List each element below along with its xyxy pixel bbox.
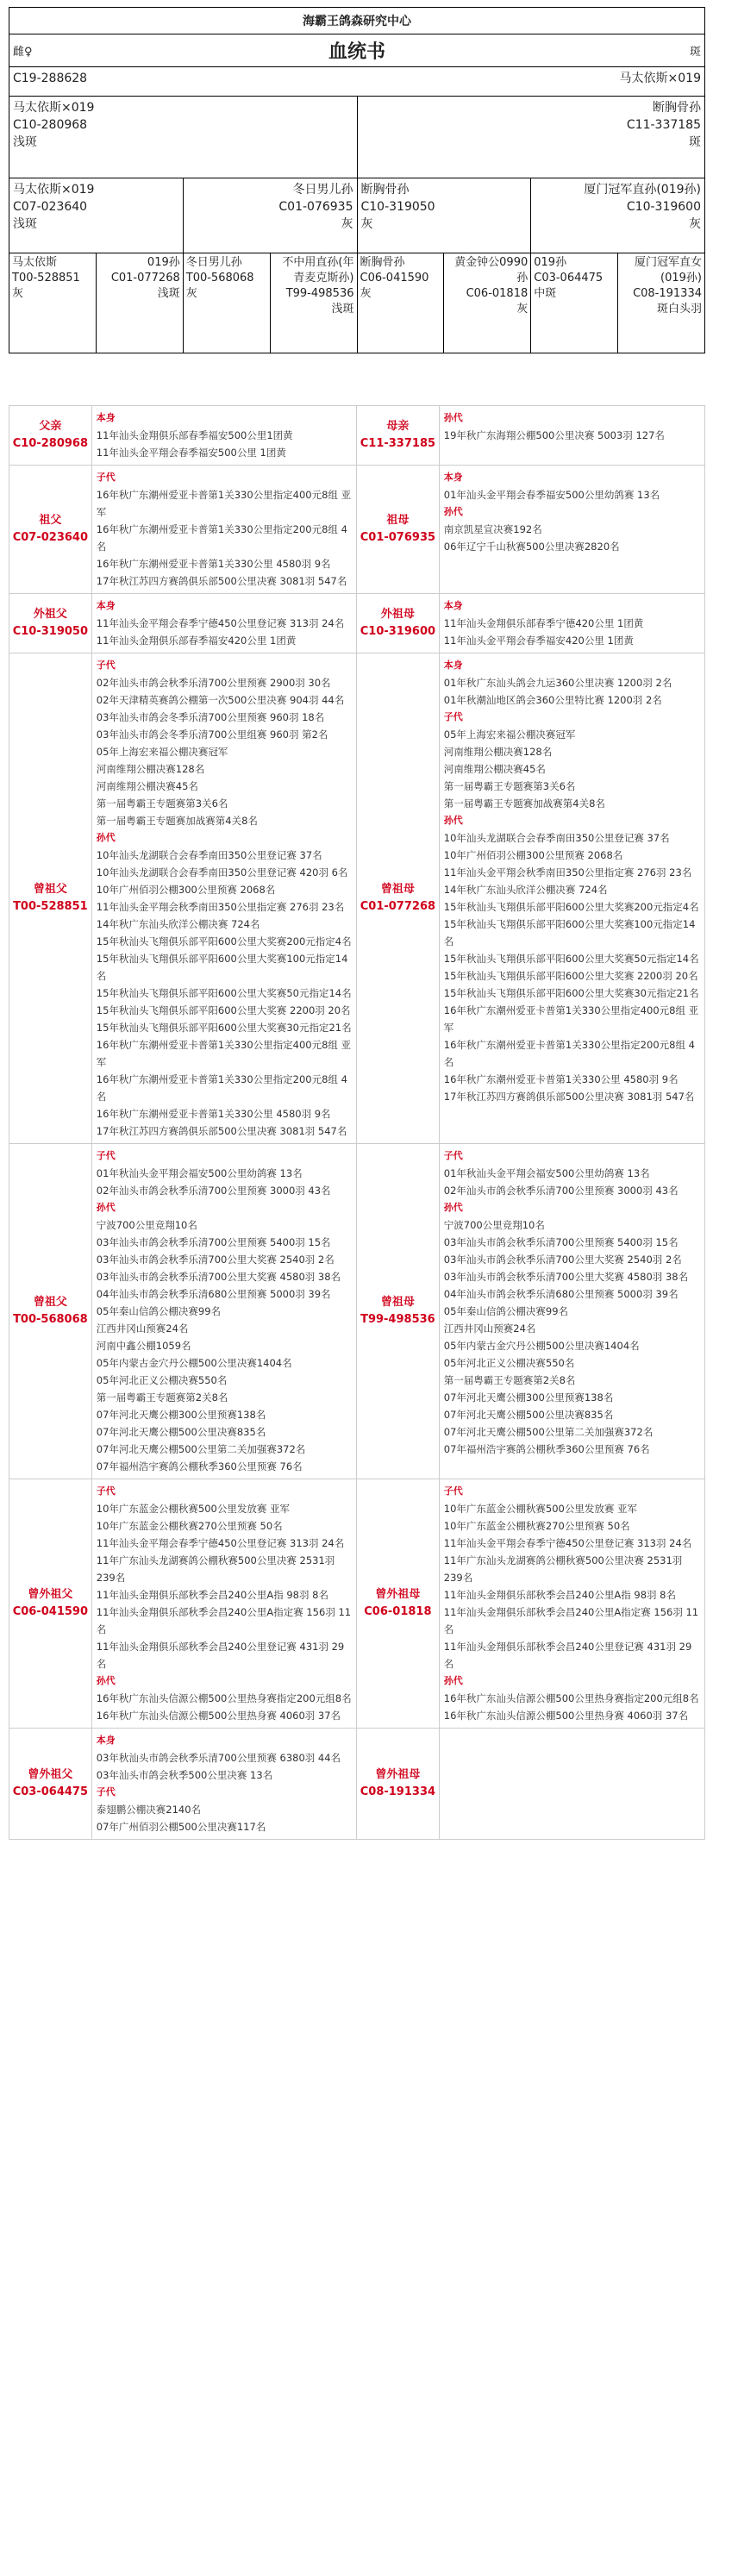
result-entry: 第一届粤霸王专题赛第2关8名 (443, 1374, 576, 1386)
ancestor-ring: C10-319600 (360, 625, 436, 638)
ancestor-results (92, 594, 357, 653)
result-entry: 16年秋广东潮州爱亚卡普第1关330公里 4580羽 9名 (96, 558, 331, 570)
result-entry: 05年河北正义公棚决赛550名 (443, 1357, 575, 1369)
result-entry: 11年广东汕头龙湖赛鸽公棚秋赛500公里决赛 2531羽 239名 (96, 1554, 335, 1584)
result-entry: 01年秋汕头金平翔会福安500公里幼鸽赛 13名 (443, 1167, 650, 1179)
gen3-name: 不中用直孙(年青麦克斯孙) (282, 256, 354, 284)
result-entry: 河南维翔公棚决赛128名 (443, 746, 553, 758)
section-title: 孙代 (96, 832, 116, 843)
result-entry: 10年广州佰羽公棚300公里预赛 2068名 (443, 849, 623, 861)
result-entry: 03年汕头市鸽会秋季乐清700公里预赛 5400羽 15名 (443, 1236, 679, 1248)
result-entry: 10年汕头龙湖联合会春季南田350公里登记赛 37名 (96, 849, 322, 861)
result-entry: 11年广东汕头龙湖赛鸽公棚秋赛500公里决赛 2531羽 239名 (443, 1554, 683, 1584)
section-title: 孙代 (443, 412, 463, 423)
gen2-color: 灰 (360, 217, 373, 231)
result-entry: 11年汕头金翔俱乐部秋季会昌240公里登记赛 431羽 29名 (96, 1641, 345, 1670)
result-entry: 15年秋汕头飞翔俱乐部平阳600公里大奖赛 2200羽 20名 (443, 970, 698, 982)
ancestor-label (9, 466, 92, 593)
ancestor-ring: T00-568068 (13, 1313, 88, 1326)
result-entry: 11年汕头金翔俱乐部秋季会昌240公里登记赛 431羽 29名 (443, 1641, 692, 1670)
result-entry: 05年秦山信鸽公棚决赛99名 (96, 1305, 222, 1317)
gen2-cell (357, 178, 531, 253)
gen1-row (9, 96, 704, 178)
result-entry: 01年秋广东汕头鸽会九运360公里决赛 1200羽 2名 (443, 677, 672, 689)
result-entry: 07年福州浩宇赛鸽公棚秋季360公里预赛 76名 (443, 1443, 650, 1455)
section-title: 本身 (443, 600, 463, 611)
result-entry: 17年秋江苏四方赛鸽俱乐部500公里决赛 3081羽 547名 (443, 1091, 695, 1103)
result-entry: 15年秋汕头飞翔俱乐部平阳600公里大奖赛100元指定14名 (443, 918, 696, 947)
center-name-text: 海霸王鸽森研究中心 (303, 15, 411, 28)
gen3-color: 浅斑 (331, 303, 354, 316)
gen3-name: 马太依斯 (12, 256, 58, 269)
ancestor-role: 祖母 (386, 514, 410, 527)
section-title: 孙代 (443, 815, 463, 826)
gen3-color: 浅斑 (157, 287, 180, 300)
result-entry: 第一届粤霸王专题赛第3关6名 (96, 797, 228, 810)
ancestor-role: 曾外祖父 (28, 1768, 73, 1781)
result-entry: 11年汕头金翔俱乐部春季宁德420公里 1团黄 (443, 617, 644, 629)
ancestor-role: 曾外祖母 (375, 1588, 421, 1601)
section-title: 本身 (96, 600, 116, 611)
result-entry: 17年秋江苏四方赛鸽俱乐部500公里决赛 3081羽 547名 (96, 575, 347, 587)
result-entry: 11年汕头金平翔会春季福安500公里 1团黄 (96, 447, 286, 459)
result-entry: 15年秋汕头飞翔俱乐部平阳600公里大奖赛200元指定4名 (96, 935, 352, 947)
result-entry: 07年河北天鹰公棚500公里决赛835名 (443, 1409, 614, 1421)
section-title: 本身 (96, 1735, 116, 1746)
result-entry: 03年汕头市鸽会秋季乐清700公里大奖赛 4580羽 38名 (443, 1271, 689, 1283)
detail-row (9, 593, 704, 653)
gen3-name: 厦门冠军直女(019孙) (634, 256, 702, 284)
ancestor-label (9, 1729, 92, 1839)
section-title: 子代 (96, 1485, 116, 1497)
ancestor-ring: C06-01818 (364, 1605, 432, 1618)
result-entry: 河南中鑫公棚1059名 (96, 1340, 191, 1352)
section-title: 子代 (443, 1485, 463, 1497)
result-entry: 15年秋汕头飞翔俱乐部平阳600公里大奖赛200元指定4名 (443, 901, 699, 913)
dam-name: 断胸骨孙 (653, 101, 701, 115)
sire-color: 浅斑 (13, 135, 37, 149)
subject-row (9, 66, 704, 96)
section-title: 孙代 (443, 506, 463, 517)
result-entry: 03年汕头市鸽会秋季乐清700公里大奖赛 2540羽 2名 (443, 1254, 682, 1266)
result-entry: 03年秋汕头市鸽会秋季乐清700公里预赛 6380羽 44名 (96, 1752, 341, 1764)
ancestor-role: 外祖母 (380, 608, 415, 621)
result-entry: 河南维翔公棚决赛128名 (96, 763, 205, 775)
ancestor-ring: C11-337185 (360, 437, 436, 450)
gen3-cell (96, 253, 183, 353)
result-entry: 10年广东蓝金公棚秋赛270公里预赛 50名 (96, 1520, 283, 1532)
result-entry: 15年秋汕头飞翔俱乐部平阳600公里大奖赛100元指定14名 (96, 953, 348, 982)
center-name (9, 8, 704, 34)
result-entry: 14年秋广东汕头欣洋公棚决赛 724名 (443, 884, 608, 896)
gen3-cell (270, 253, 357, 353)
result-entry: 16年秋广东潮州爱亚卡普第1关330公里指定400元8组 亚军 (96, 489, 352, 518)
result-entry: 10年广东蓝金公棚秋赛500公里发放赛 亚军 (96, 1503, 291, 1515)
gen3-ring: C06-01818 (466, 287, 528, 300)
dam-color: 斑 (689, 135, 701, 149)
ancestor-results (92, 653, 357, 1143)
section-title: 子代 (443, 1150, 463, 1161)
result-entry: 10年汕头龙湖联合会春季南田350公里登记赛 37名 (443, 832, 670, 844)
ancestor-role: 曾祖父 (33, 883, 67, 896)
ancestor-ring: C01-077268 (360, 900, 436, 913)
gen3-cell (617, 253, 704, 353)
ancestor-ring: C08-191334 (360, 1785, 436, 1798)
result-entry: 03年汕头市鸽会秋季乐清700公里大奖赛 2540羽 2名 (96, 1254, 335, 1266)
result-entry: 16年秋广东潮州爱亚卡普第1关330公里 4580羽 9名 (443, 1073, 679, 1085)
ancestor-role: 曾外祖母 (375, 1768, 421, 1781)
gen2-name: 厦门冠军直孙(019孙) (584, 183, 701, 197)
ancestor-label (357, 653, 440, 1143)
detail-row (9, 1143, 704, 1479)
ancestor-results (440, 406, 704, 465)
ancestor-role: 曾外祖父 (28, 1588, 73, 1601)
result-entry: 07年河北天鹰公棚500公里决赛835名 (96, 1426, 266, 1438)
gen3-ring: T00-528851 (12, 272, 80, 284)
gen2-color: 浅斑 (13, 217, 37, 231)
result-entry: 19年秋广东海翔公棚500公里决赛 5003羽 127名 (443, 429, 665, 441)
ancestor-label (9, 594, 92, 653)
ancestor-label (357, 406, 440, 465)
gen2-name: 马太依斯×019 (13, 183, 95, 197)
result-entry: 宁波700公里竞翔10名 (96, 1219, 197, 1231)
gen2-cell (9, 178, 183, 253)
result-entry: 11年汕头金翔俱乐部秋季会昌240公里A指定赛 156羽 11名 (443, 1606, 699, 1635)
result-entry: 11年汕头金翔俱乐部秋季会昌240公里A指 98羽 8名 (96, 1589, 328, 1601)
result-entry: 14年秋广东汕头欣洋公棚决赛 724名 (96, 918, 260, 930)
result-entry: 05年上海宏来福公棚决赛冠军 (96, 746, 228, 758)
result-entry: 16年秋广东潮州爱亚卡普第1关330公里指定400元8组 亚军 (443, 1004, 699, 1034)
result-entry: 03年汕头市鸽会冬季乐清700公里预赛 960羽 18名 (96, 711, 325, 723)
gen3-color: 斑白头羽 (656, 303, 702, 316)
result-entry: 11年汕头金平翔会春季宁德450公里登记赛 313羽 24名 (443, 1537, 692, 1549)
section-title: 孙代 (443, 1675, 463, 1686)
section-title: 本身 (443, 660, 463, 671)
result-entry: 07年广州佰羽公棚500公里决赛117名 (96, 1821, 266, 1833)
result-entry: 10年汕头龙湖联合会春季南田350公里登记赛 420羽 6名 (96, 866, 348, 878)
ancestor-ring: T99-498536 (360, 1313, 435, 1326)
result-entry: 16年秋广东潮州爱亚卡普第1关330公里指定400元8组 亚军 (96, 1039, 352, 1068)
result-entry: 05年内蒙古金穴丹公棚500公里决赛1404名 (443, 1340, 640, 1352)
ancestor-role: 曾祖母 (380, 883, 415, 896)
gen3-cell (357, 253, 444, 353)
ancestor-label (9, 406, 92, 465)
section-title: 子代 (96, 472, 116, 483)
color-label: 斑 (689, 46, 701, 59)
subject-name: 马太依斯×019 (619, 72, 701, 85)
result-entry: 河南维翔公棚决赛45名 (96, 780, 198, 792)
result-entry: 16年秋广东汕头信源公棚500公里热身赛指定200元组8名 (443, 1692, 699, 1704)
result-entry: 11年汕头金平翔会秋季南田350公里指定赛 276羽 23名 (96, 901, 345, 913)
result-entry: 第一届粤霸王专题赛第2关8名 (96, 1391, 228, 1404)
gen2-cell (183, 178, 357, 253)
sire-name: 马太依斯×019 (13, 101, 95, 115)
result-entry: 宁波700公里竞翔10名 (443, 1219, 545, 1231)
result-entry: 02年天津精英赛鸽公棚第一次500公里决赛 904羽 44名 (96, 694, 345, 706)
result-entry: 10年广州佰羽公棚300公里预赛 2068名 (96, 884, 276, 896)
result-entry: 11年汕头金平翔会秋季南田350公里指定赛 276羽 23名 (443, 866, 692, 878)
result-entry: 05年上海宏来福公棚决赛冠军 (443, 728, 576, 741)
gen3-cell (183, 253, 270, 353)
ancestor-ring: C01-076935 (360, 531, 436, 544)
gen2-name: 断胸骨孙 (360, 183, 410, 197)
result-entry: 15年秋汕头飞翔俱乐部平阳600公里大奖赛30元指定21名 (443, 987, 699, 999)
gen3-cell (530, 253, 617, 353)
result-entry: 02年汕头市鸽会秋季乐清700公里预赛 3000羽 43名 (443, 1185, 679, 1197)
pedigree-chart (9, 7, 705, 353)
result-entry: 03年汕头市鸽会冬季乐清700公里组赛 960羽 第2名 (96, 728, 328, 741)
ancestor-results (440, 1479, 704, 1728)
gen3-ring: T00-568068 (185, 272, 254, 284)
result-entry: 16年秋广东汕头信源公棚500公里热身赛指定200元组8名 (96, 1692, 352, 1704)
result-entry: 07年福州浩宇赛鸽公棚秋季360公里预赛 76名 (96, 1460, 303, 1472)
ancestor-ring: C10-319050 (12, 625, 89, 638)
ancestor-label (357, 594, 440, 653)
result-entry: 16年秋广东汕头信源公棚500公里热身赛 4060羽 37名 (96, 1710, 341, 1722)
result-entry: 06年辽宁千山秋赛500公里决赛2820名 (443, 541, 620, 553)
section-title: 子代 (443, 711, 463, 722)
ancestor-results (440, 653, 704, 1143)
result-entry: 05年内蒙古金穴丹公棚500公里决赛1404名 (96, 1357, 292, 1369)
result-entry: 02年汕头市鸽会秋季乐清700公里预赛 3000羽 43名 (96, 1185, 331, 1197)
gen3-color: 灰 (360, 287, 372, 300)
ancestor-results (440, 1729, 704, 1839)
ancestor-results (92, 1144, 357, 1479)
result-entry: 01年秋汕头金平翔会福安500公里幼鸽赛 13名 (96, 1167, 303, 1179)
ancestor-label (357, 1479, 440, 1728)
result-entry: 第一届粤霸王专题赛加战赛第4关8名 (443, 797, 605, 810)
subject-ring: C19-288628 (13, 72, 88, 85)
gen3-name: 断胸骨孙 (360, 256, 405, 269)
result-entry: 11年汕头金翔俱乐部秋季会昌240公里A指 98羽 8名 (443, 1589, 676, 1601)
gen3-color: 灰 (12, 287, 24, 300)
section-title: 本身 (443, 472, 463, 483)
section-title: 孙代 (443, 1202, 463, 1213)
result-entry: 03年汕头市鸽会秋季500公里决赛 13名 (96, 1769, 273, 1781)
ancestor-results (92, 1479, 357, 1728)
dam-cell (357, 97, 705, 178)
ancestor-label (9, 1479, 92, 1728)
result-entry: 03年汕头市鸽会秋季乐清700公里大奖赛 4580羽 38名 (96, 1271, 341, 1283)
ancestor-role: 母亲 (386, 420, 410, 433)
gen2-ring: C10-319050 (360, 200, 435, 214)
ancestor-role: 祖父 (39, 514, 62, 527)
title-row (9, 34, 704, 66)
ancestor-role: 父亲 (39, 420, 62, 433)
result-entry: 01年秋潮汕地区鸽会360公里特比赛 1200羽 2名 (443, 694, 662, 706)
ancestor-role: 曾祖父 (33, 1296, 67, 1309)
result-entry: 04年汕头市鸽会秋季乐清680公里预赛 5000羽 39名 (96, 1288, 331, 1300)
result-entry: 04年汕头市鸽会秋季乐清680公里预赛 5000羽 39名 (443, 1288, 679, 1300)
result-entry: 15年秋汕头飞翔俱乐部平阳600公里大奖赛50元指定14名 (443, 953, 699, 965)
result-entry: 17年秋江苏四方赛鸽俱乐部500公里决赛 3081羽 547名 (96, 1125, 347, 1137)
result-entry: 15年秋汕头飞翔俱乐部平阳600公里大奖赛50元指定14名 (96, 987, 352, 999)
ancestor-label (357, 466, 440, 593)
result-entry: 泰翅鹏公棚决赛2140名 (96, 1804, 202, 1816)
detail-row (9, 1728, 704, 1839)
gen3-color: 灰 (185, 287, 197, 300)
result-entry: 15年秋汕头飞翔俱乐部平阳600公里大奖赛30元指定21名 (96, 1022, 352, 1034)
result-entry: 03年汕头市鸽会秋季乐清700公里预赛 5400羽 15名 (96, 1236, 331, 1248)
result-entry: 15年秋汕头飞翔俱乐部平阳600公里大奖赛 2200羽 20名 (96, 1004, 351, 1016)
result-entry: 河南维翔公棚决赛45名 (443, 763, 546, 775)
ancestor-results (440, 466, 704, 593)
gen2-row (9, 178, 704, 253)
doc-title: 血统书 (328, 41, 385, 63)
gen3-name: 黄金钟公0990孙 (454, 256, 528, 284)
section-title: 本身 (96, 412, 116, 423)
ancestor-label (9, 1144, 92, 1479)
gen3-color: 灰 (516, 303, 528, 316)
gen3-name: 019孙 (534, 256, 567, 269)
result-entry: 11年汕头金平翔会春季福安420公里 1团黄 (443, 635, 634, 647)
result-entry: 07年河北天鹰公棚500公里第二关加强赛372名 (96, 1443, 306, 1455)
section-title: 孙代 (96, 1675, 116, 1686)
gen3-ring: C06-041590 (360, 272, 429, 284)
result-entry: 11年汕头金翔俱乐部春季福安420公里 1团黄 (96, 635, 297, 647)
result-entry: 05年河北正义公棚决赛550名 (96, 1374, 228, 1386)
result-entry: 11年汕头金翔俱乐部秋季会昌240公里A指定赛 156羽 11名 (96, 1606, 352, 1635)
gen2-color: 灰 (341, 217, 353, 231)
sire-ring: C10-280968 (13, 118, 88, 132)
dam-ring: C11-337185 (626, 118, 701, 132)
section-title: 子代 (96, 1150, 116, 1161)
result-entry: 江西井冈山预赛24名 (96, 1322, 189, 1335)
ancestor-ring: T00-528851 (13, 900, 88, 913)
ancestor-ring: C03-064475 (12, 1785, 89, 1798)
result-entry: 16年秋广东潮州爱亚卡普第1关330公里 4580羽 9名 (96, 1108, 331, 1120)
result-entry: 07年河北天鹰公棚300公里预赛138名 (96, 1409, 266, 1421)
result-entry: 10年广东蓝金公棚秋赛270公里预赛 50名 (443, 1520, 630, 1532)
ancestor-results (440, 1144, 704, 1479)
detail-row (9, 653, 704, 1143)
gen3-ring: C01-077268 (110, 272, 180, 284)
gen3-row (9, 253, 704, 353)
gen2-cell (530, 178, 704, 253)
gen2-ring: C01-076935 (278, 200, 353, 214)
result-entry: 07年河北天鹰公棚500公里第二关加强赛372名 (443, 1426, 654, 1438)
result-entry: 16年秋广东汕头信源公棚500公里热身赛 4060羽 37名 (443, 1710, 689, 1722)
gen3-cell (443, 253, 530, 353)
result-entry: 11年汕头金平翔会春季宁德450公里登记赛 313羽 24名 (96, 617, 345, 629)
subject-cell (9, 67, 704, 96)
ancestor-results (92, 466, 357, 593)
ancestor-role: 曾祖母 (380, 1296, 415, 1309)
detail-row (9, 406, 704, 465)
result-entry: 11年汕头金平翔会春季宁德450公里登记赛 313羽 24名 (96, 1537, 345, 1549)
gen3-cell (9, 253, 96, 353)
result-entry: 16年秋广东潮州爱亚卡普第1关330公里指定200元8组 4名 (96, 523, 347, 553)
result-entry: 江西井冈山预赛24名 (443, 1322, 536, 1335)
result-entry: 11年汕头金翔俱乐部春季福安500公里1团黄 (96, 429, 293, 441)
ancestor-ring: C07-023640 (12, 531, 89, 544)
gender-label: 雌♀ (13, 46, 33, 59)
result-entry: 07年河北天鹰公棚300公里预赛138名 (443, 1391, 614, 1404)
result-entry: 10年广东蓝金公棚秋赛500公里发放赛 亚军 (443, 1503, 638, 1515)
gen2-name: 冬日男儿孙 (292, 183, 353, 197)
result-entry: 第一届粤霸王专题赛第3关6名 (443, 780, 576, 792)
gen3-name: 冬日男儿孙 (185, 256, 242, 269)
result-entry: 南京凯星宣决赛192名 (443, 523, 542, 535)
result-entry: 02年汕头市鸽会秋季乐清700公里预赛 2900羽 30名 (96, 677, 331, 689)
gen3-ring: C08-191334 (633, 287, 702, 300)
ancestor-label (9, 653, 92, 1143)
section-title: 子代 (96, 660, 116, 671)
gen2-ring: C07-023640 (13, 200, 88, 214)
gen3-ring: T99-498536 (285, 287, 354, 300)
ancestor-results (440, 594, 704, 653)
ancestor-details-table (9, 405, 705, 1840)
result-entry: 16年秋广东潮州爱亚卡普第1关330公里指定200元8组 4名 (443, 1039, 695, 1068)
section-title: 孙代 (96, 1202, 116, 1213)
ancestor-ring: C06-041590 (12, 1605, 89, 1618)
detail-row (9, 465, 704, 593)
gen3-ring: C03-064475 (534, 272, 604, 284)
result-entry: 05年秦山信鸽公棚决赛99名 (443, 1305, 569, 1317)
gen2-color: 灰 (689, 217, 701, 231)
gen2-ring: C10-319600 (626, 200, 701, 214)
sire-cell (9, 97, 357, 178)
gen3-name: 019孙 (147, 256, 180, 269)
ancestor-role: 外祖父 (33, 608, 67, 621)
detail-row (9, 1479, 704, 1728)
ancestor-results (92, 406, 357, 465)
ancestor-label (357, 1729, 440, 1839)
result-entry: 第一届粤霸王专题赛加战赛第4关8名 (96, 815, 258, 827)
result-entry: 16年秋广东潮州爱亚卡普第1关330公里指定200元8组 4名 (96, 1073, 347, 1103)
gen3-color: 中斑 (534, 287, 557, 300)
section-title: 子代 (96, 1786, 116, 1798)
ancestor-label (357, 1144, 440, 1479)
result-entry: 01年汕头金平翔会春季福安500公里幼鸽赛 13名 (443, 489, 660, 501)
ancestor-ring: C10-280968 (12, 437, 89, 450)
ancestor-results (92, 1729, 357, 1839)
